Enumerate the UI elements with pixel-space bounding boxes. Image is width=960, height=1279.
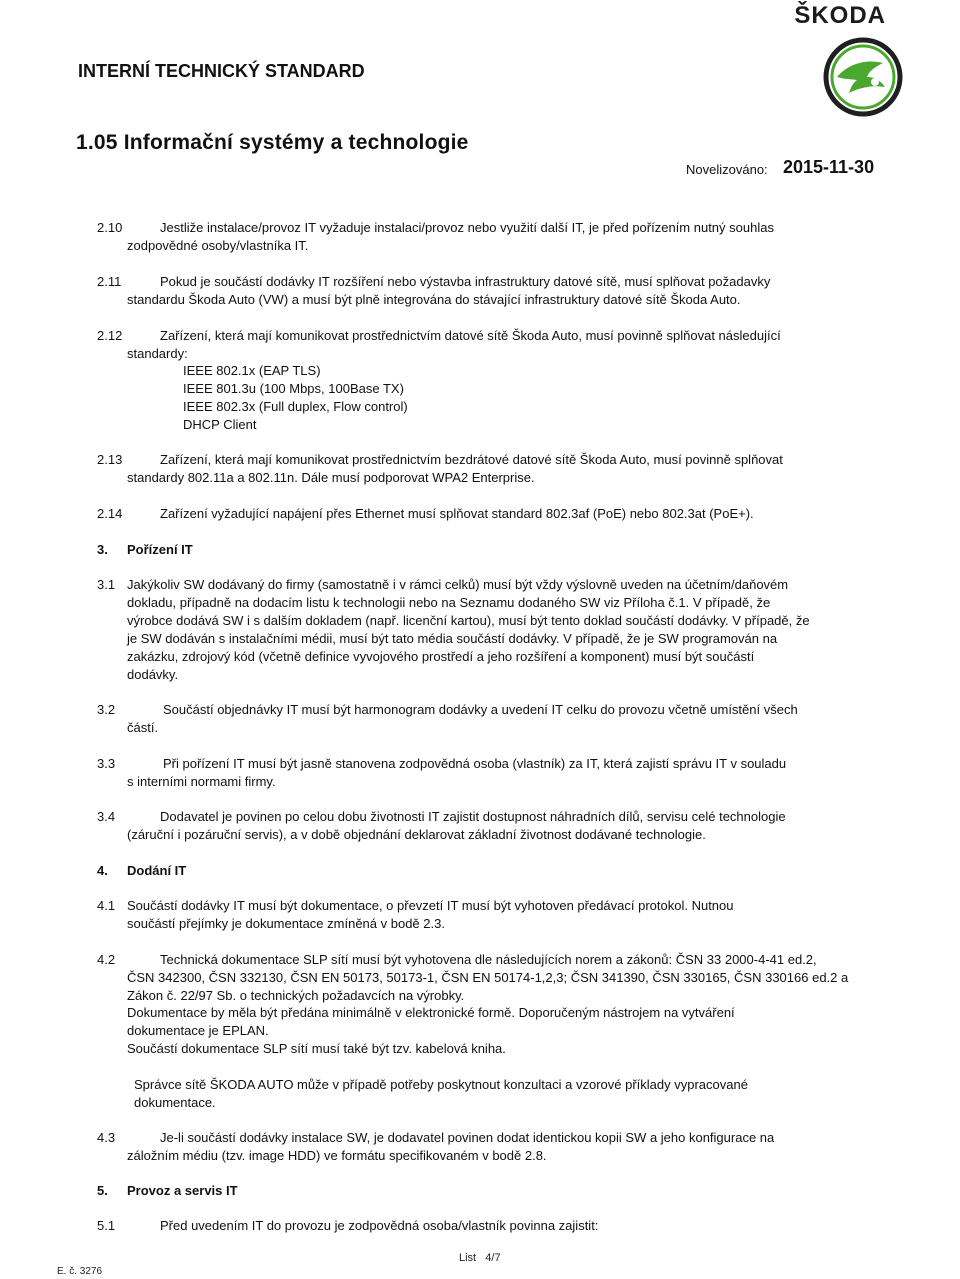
paragraph-line: standardy: [127,346,188,361]
heading-number: 4. [97,863,108,878]
document-subtitle: 1.05 Informační systémy a technologie [76,131,469,154]
paragraph-line: zakázku, zdrojový kód (včetně definice vyvojového prostředí a jeho rozšíření a komponent) musí být součástí [127,649,755,664]
paragraph-line: Součástí objednávky IT musí být harmonogram dodávky a uvedení IT celku do provozu včetně umístění všech [163,702,798,717]
section-number: 4.1 [97,898,116,913]
section-heading: Provoz a servis IT [127,1183,238,1198]
paragraph-line: Při pořízení IT musí být jasně stanovena zodpovědná osoba (vlastník) za IT, která zajistí správu IT v souladu [163,756,787,771]
heading-number: 5. [97,1183,108,1198]
paragraph-line: Je-li součástí dodávky instalace SW, je dodavatel povinen dodat identickou kopii SW a jeho konfigurace na [160,1130,775,1145]
section-number: 2.12 [97,328,123,343]
list-item: IEEE 801.3u (100 Mbps, 100Base TX) [183,381,404,396]
revised-date: 2015-11-30 [783,157,875,177]
paragraph-line: Dodavatel je povinen po celou dobu životnosti IT zajistit dostupnost náhradních dílů, servisu celé technologie [160,809,786,824]
paragraph-line: Před uvedením IT do provozu je zodpovědná osoba/vlastník povinna zajistit: [160,1218,599,1233]
paragraph-line: Jakýkoliv SW dodávaný do firmy (samostatně i v rámci celků) musí být vždy výslovně uveden na účetním/daňovém [127,577,789,592]
paragraph-line: Zařízení, která mají komunikovat prostřednictvím bezdrátové datové sítě Škoda Auto, musí povinně splňovat [160,452,783,467]
paragraph-line: standardy 802.11a a 802.11n. Dále musí podporovat WPA2 Enterprise. [127,470,535,485]
list-item: DHCP Client [183,417,257,432]
paragraph-line: Zařízení vyžadující napájení přes Ethernet musí splňovat standard 802.3af (PoE) nebo 802.3at (PoE+). [160,506,754,521]
paragraph-line: částí. [127,720,159,735]
paragraph-line: Dokumentace by měla být předána minimálně v elektronické formě. Doporučeným nástrojem na vytváření [127,1005,735,1020]
section-number: 2.11 [97,274,122,289]
document-number: E. č. 3276 [57,1266,103,1277]
note-line: dokumentace. [134,1095,216,1110]
section-number: 3.1 [97,577,116,592]
paragraph-line: záložním médiu (tzv. image HDD) ve formátu specifikovaném v bodě 2.8. [127,1148,547,1163]
paragraph-line: Zákon č. 22/97 Sb. o technických požadavcích na výrobky. [127,988,465,1003]
section-number: 5.1 [97,1218,116,1233]
list-item: IEEE 802.1x (EAP TLS) [183,363,321,378]
section-number: 2.14 [97,506,123,521]
section-number: 4.3 [97,1130,116,1145]
note-line: Správce sítě ŠKODA AUTO může v případě potřeby poskytnout konzultaci a vzorové příklady vypracované [134,1077,748,1092]
paragraph-line: Součástí dodávky IT musí být dokumentace, o převzetí IT musí být vyhotoven předávací protokol. Nutnou [127,898,734,913]
section-number: 4.2 [97,952,116,967]
paragraph-line: Jestliže instalace/provoz IT vyžaduje instalaci/provoz nebo využití další IT, je před pořízením nutný souhlas [160,220,774,235]
paragraph-line: dokumentace je EPLAN. [127,1023,269,1038]
paragraph-line: dokladu, případně na dodacím listu k technologii nebo na Seznamu dodaného SW viz Příloha č.1. V případě, že [127,595,771,610]
document-title: INTERNÍ TECHNICKÝ STANDARD [78,61,365,81]
section-number: 3.3 [97,756,116,771]
paragraph-line: ČSN 342300, ČSN 332130, ČSN EN 50173, 50173-1, ČSN EN 50174-1,2,3; ČSN 341390, ČSN 330165, ČSN 330166 ed.2 a [127,970,849,985]
list-item: IEEE 802.3x (Full duplex, Flow control) [183,399,408,414]
paragraph-line: zodpovědné osoby/vlastníka IT. [127,238,309,253]
paragraph-line: s interními normami firmy. [127,774,276,789]
heading-number: 3. [97,542,108,557]
paragraph-line: Zařízení, která mají komunikovat prostřednictvím datové sítě Škoda Auto, musí povinně splňovat následující [160,328,781,343]
section-heading: Dodání IT [127,863,187,878]
section-number: 2.10 [97,220,123,235]
paragraph-line: Součástí dokumentace SLP sítí musí také být tzv. kabelová kniha. [127,1041,506,1056]
paragraph-line: součástí přejímky je dokumentace zmíněná v bodě 2.3. [127,916,445,931]
paragraph-line: je SW dodáván s instalačními médii, musí být tato média součástí dodávky. V případě, že je SW programován na [127,631,778,646]
section-number: 3.4 [97,809,116,824]
section-number: 3.2 [97,702,116,717]
page-number: List 4/7 [459,1252,501,1264]
paragraph-line: (záruční i pozáruční servis), a v době objednání deklarovat základní životnost dodávané technologie. [127,827,706,842]
paragraph-line: Pokud je součástí dodávky IT rozšíření nebo výstavba infrastruktury datové sítě, musí splňovat požadavky [160,274,771,289]
paragraph-line: dodávky. [127,667,179,682]
section-number: 2.13 [97,452,123,467]
brand-wordmark: ŠKODA [794,2,886,29]
revised-label: Novelizováno: [686,162,768,177]
section-heading: Pořízení IT [127,542,193,557]
skoda-logo-icon [823,37,903,117]
paragraph-line: standardu Škoda Auto (VW) a musí být plně integrována do stávající infrastruktury datové sítě Škoda Auto. [127,292,741,307]
paragraph-line: výrobce dodává SW i s dalším dokladem (např. licenční kartou), musí být tento doklad součástí dodávky. V případě, že [127,613,810,628]
paragraph-line: Technická dokumentace SLP sítí musí být vyhotovena dle následujících norem a zákonů: ČSN 33 2000-4-41 ed.2, [160,952,817,967]
